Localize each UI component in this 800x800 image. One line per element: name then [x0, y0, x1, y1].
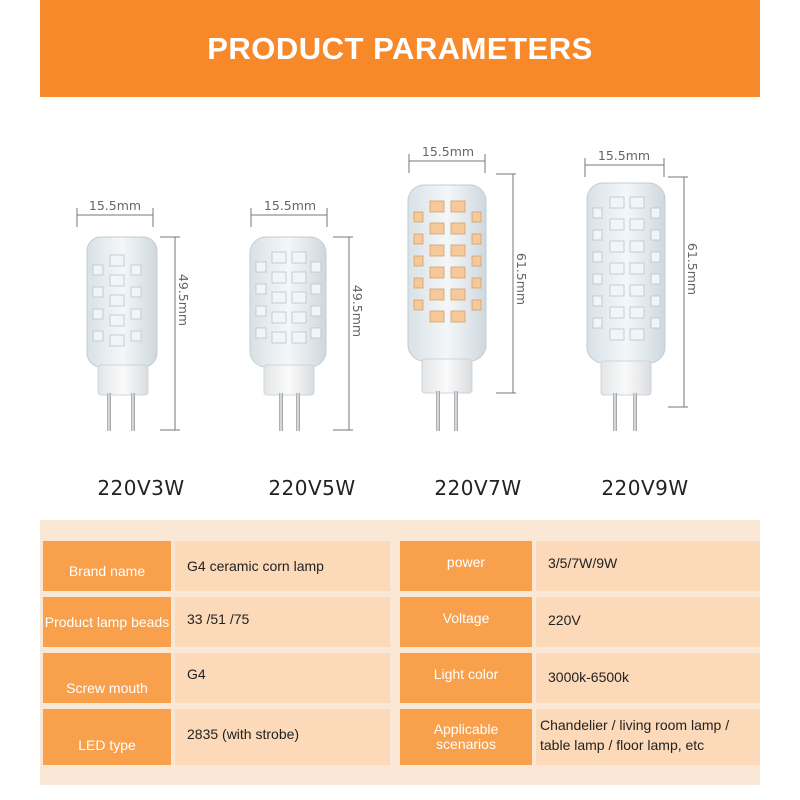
label-power: power [400, 541, 532, 591]
width-dimension-3w [77, 198, 153, 227]
page-title: PRODUCT PARAMETERS [207, 30, 593, 66]
height-dimension-9w [668, 177, 700, 407]
caption-7w: 220V7W [434, 476, 522, 500]
caption-5w: 220V5W [268, 476, 356, 500]
label-screw-mouth: Screw mouth [43, 653, 171, 703]
lamp-3w [77, 198, 191, 431]
label-applicable-scenarios: Applicable scenarios [400, 709, 532, 765]
label-brand-name: Brand name [43, 541, 171, 591]
lamp-9w [585, 148, 700, 431]
width-dimension-7w [409, 144, 485, 173]
caption-9w: 220V9W [601, 476, 689, 500]
lamp-illustrations [0, 97, 800, 520]
value-product-lamp-beads: 33 /51 /75 [175, 597, 390, 647]
height-dimension-3w [160, 237, 191, 430]
height-dimension-5w [333, 237, 365, 430]
width-label-5w: 15.5mm [263, 198, 317, 213]
value-led-type: 2835 (with strobe) [175, 709, 390, 765]
title-banner [40, 0, 760, 97]
lamp-7w [408, 144, 529, 431]
label-voltage: Voltage [400, 597, 532, 647]
caption-3w: 220V3W [97, 476, 185, 500]
width-label-9w: 15.5mm [597, 148, 651, 163]
value-voltage: 220V [536, 597, 760, 647]
height-label-7w: 61.5mm [514, 252, 529, 306]
lamp-gallery [0, 97, 800, 520]
label-product-lamp-beads: Product lamp beads [43, 597, 171, 647]
height-dimension-7w [496, 174, 529, 393]
value-applicable-scenarios: Chandelier / living room lamp / table lamp / floor lamp, etc [536, 709, 760, 765]
height-label-9w: 61.5mm [685, 242, 700, 296]
value-screw-mouth: G4 [175, 653, 390, 703]
label-light-color: Light color [400, 653, 532, 703]
value-light-color: 3000k-6500k [536, 653, 760, 703]
value-brand-name: G4 ceramic corn lamp [175, 541, 390, 591]
width-dimension-9w [585, 148, 664, 177]
parameters-table [40, 520, 760, 785]
height-label-5w: 49.5mm [350, 284, 365, 338]
width-label-7w: 15.5mm [421, 144, 475, 159]
value-power: 3/5/7W/9W [536, 541, 760, 591]
lamp-5w [250, 198, 365, 431]
label-led-type: LED type [43, 709, 171, 765]
width-label-3w: 15.5mm [88, 198, 142, 213]
width-dimension-5w [251, 198, 327, 227]
height-label-3w: 49.5mm [176, 273, 191, 327]
